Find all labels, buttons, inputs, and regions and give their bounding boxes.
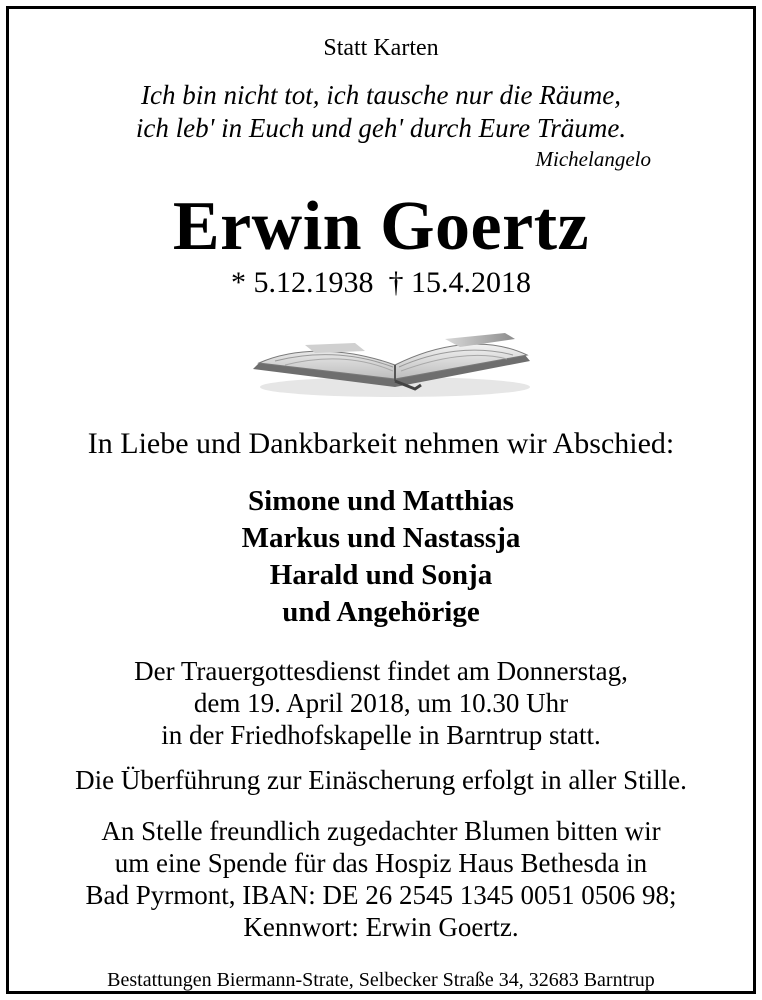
service-line: dem 19. April 2018, um 10.30 Uhr [193, 688, 569, 718]
family-member: und Angehörige [282, 596, 480, 628]
quote-author: Michelangelo [535, 147, 651, 171]
donation-request [9, 815, 753, 943]
family-list [9, 483, 753, 631]
life-dates: * 5.12.1938 † 15.4.2018 [231, 266, 531, 299]
quote-line: Ich bin nicht tot, ich tausche nur die Räume, [141, 80, 621, 110]
obituary-notice [6, 6, 756, 994]
donation-line: An Stelle freundlich zugedachter Blumen bitten wir [101, 816, 661, 846]
service-line: Der Trauergottesdienst findet am Donnerstag, [134, 656, 628, 686]
donation-line: um eine Spende für das Hospiz Haus Bethesda in [114, 848, 648, 878]
open-book-icon [245, 325, 535, 405]
quote-line: ich leb' in Euch und geh' durch Eure Träume. [135, 113, 627, 143]
donation-line: Kennwort: Erwin Goertz. [243, 912, 519, 942]
transfer-notice: Die Überführung zur Einäscherung erfolgt in aller Stille. [75, 765, 687, 795]
family-member: Markus und Nastassja [241, 522, 521, 554]
farewell-intro: In Liebe und Dankbarkeit nehmen wir Abschied: [87, 427, 675, 460]
family-member: Harald und Sonja [269, 559, 493, 591]
service-line: in der Friedhofskapelle in Barntrup statt. [161, 720, 601, 750]
family-member: Simone und Matthias [248, 485, 514, 517]
donation-line: Bad Pyrmont, IBAN: DE 26 2545 1345 0051 0506 98; [85, 880, 677, 910]
deceased-name: Erwin Goertz [172, 188, 590, 265]
undertaker-info: Bestattungen Biermann-Strate, Selbecker Straße 34, 32683 Barntrup [107, 969, 655, 991]
memorial-quote [9, 79, 753, 145]
statt-karten-label: Statt Karten [323, 35, 439, 61]
funeral-service-info [9, 655, 753, 751]
